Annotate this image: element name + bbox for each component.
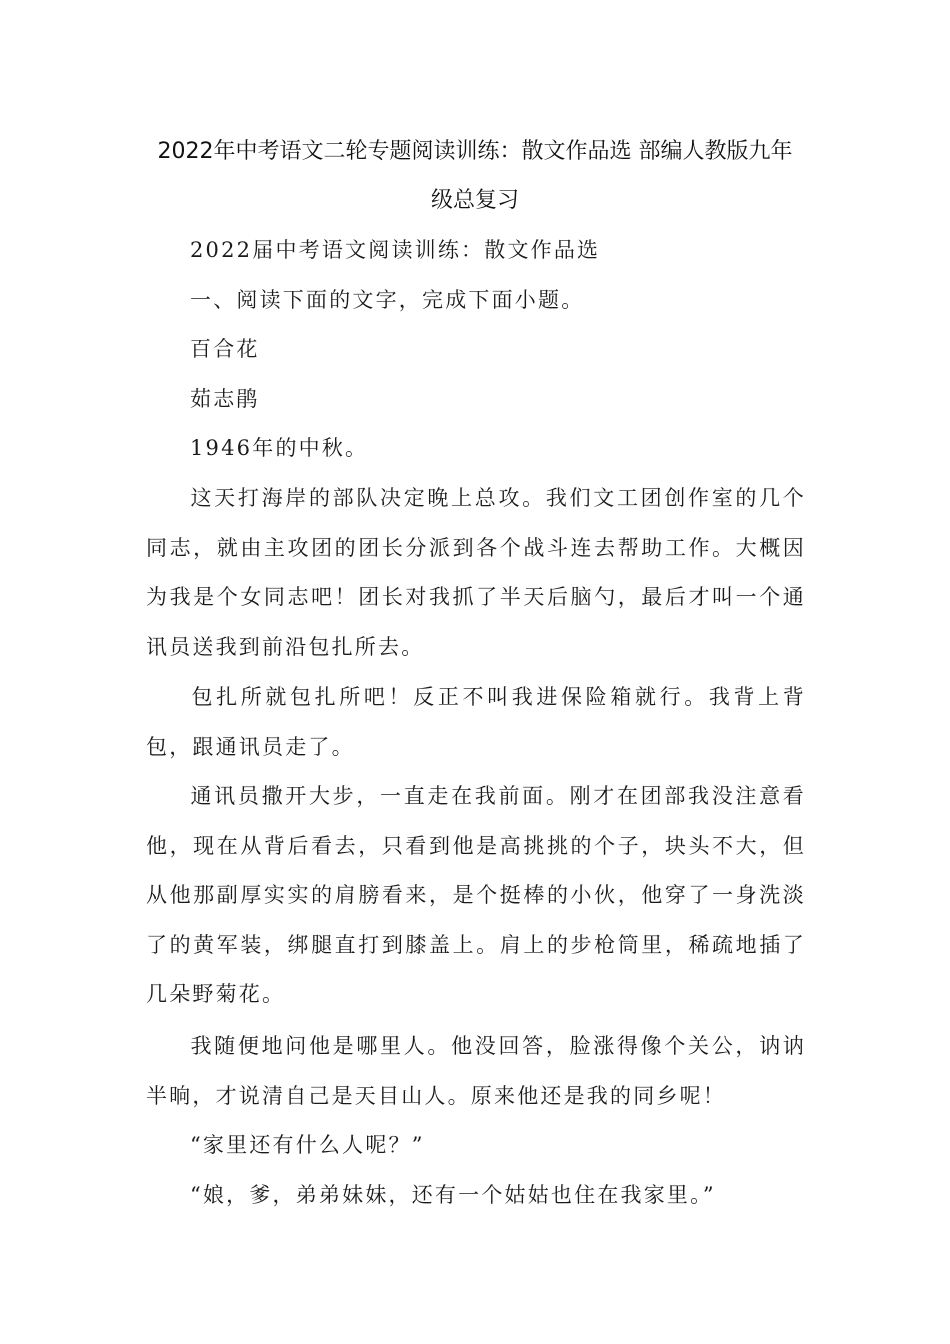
paragraph-text: 包扎所就包扎所吧！反正不叫我进保险箱就行。我背上背包，跟通讯员走了。 [146,685,806,759]
paragraph-text: 一、阅读下面的文字，完成下面小题。 [190,288,585,312]
paragraph-instruction [146,276,806,326]
paragraph-body [146,474,806,672]
paragraph-body [146,673,806,772]
paragraph-text: 我随便地问他是哪里人。他没回答，脸涨得像个关公，讷讷半晌，才说清自己是天目山人。原来他还是我的同乡呢！ [146,1034,806,1108]
document-title-line-2: 级总复习 [430,188,519,213]
paragraph-dialogue [146,1121,806,1171]
paragraph-body [146,1022,806,1121]
paragraph-body [146,772,806,1020]
paragraph-text: 1946年的中秋。 [190,436,369,460]
paragraph-date [146,424,806,474]
document-title-line-1: 2022年中考语文二轮专题阅读训练：散文作品选 部编人教版九年 [157,139,793,164]
paragraph-text: “家里还有什么人呢？” [190,1133,425,1157]
paragraph-text: 这天打海岸的部队决定晚上总攻。我们文工团创作室的几个同志，就由主攻团的团长分派到各个战斗连去帮助工作。大概因为我是个女同志吧！团长对我抓了半天后脑勺，最后才叫一个通讯员送我到前沿包扎所去。 [146,486,806,659]
paragraph-text: “娘，爹，弟弟妹妹，还有一个姑姑也住在我家里。” [190,1183,716,1207]
paragraph-text: 2022届中考语文阅读训练：散文作品选 [190,238,601,262]
paragraph-text: 茹志鹃 [190,387,260,411]
paragraph-story-title [146,325,806,375]
paragraph-dialogue [146,1171,806,1221]
paragraph-text: 通讯员撒开大步，一直走在我前面。刚才在团部我没注意看他，现在从背后看去，只看到他是高挑挑的个子，块头不大，但从他那副厚实实的肩膀看来，是个挺棒的小伙，他穿了一身洗淡了的黄军装，绑腿直打到膝盖上。肩上的步枪筒里，稀疏地插了几朵野菊花。 [146,784,806,1006]
paragraph-author [146,375,806,425]
paragraph-text: 百合花 [190,337,260,361]
paragraph-subtitle [146,226,806,276]
